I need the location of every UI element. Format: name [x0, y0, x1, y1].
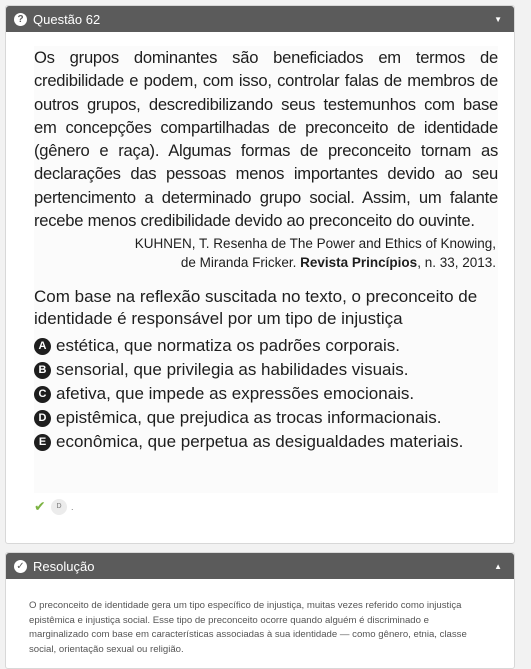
resolution-panel — [5, 552, 515, 669]
option-b — [34, 358, 498, 382]
citation-line-2 — [34, 253, 496, 272]
option-e — [34, 430, 498, 454]
answer-suffix: . — [71, 501, 74, 512]
resolution-title: Resolução — [33, 558, 95, 574]
check-circle-icon: ✓ — [14, 560, 27, 573]
option-letter: E — [34, 434, 51, 451]
citation-journal: Revista Princípios — [300, 255, 418, 271]
option-letter: A — [34, 338, 51, 355]
question-citation — [34, 234, 496, 272]
option-text: afetiva, que impede as expressões emocionais. — [56, 384, 415, 404]
check-icon: ✔ — [34, 498, 46, 514]
option-letter: B — [34, 362, 51, 379]
question-prompt: Com base na reflexão suscitada no texto, o preconceito de identidade é responsável por um tipo de injustiça — [34, 287, 478, 329]
option-text: econômica, que perpetua as desigualdades materiais. — [56, 432, 464, 452]
question-circle-icon: ? — [14, 13, 27, 26]
question-text: Os grupos dominantes são beneficiados em termos de credibilidade e podem, com isso, controlar falas de membros de outros grupos, descredibilizando seus testemunhos com base em concepções compartilhadas de preconceito de identidade (gênero e raça). Algumas formas de preconceito tornam as declarações das pessoas menos importantes devido ao seu pertencimento a determinado grupo social. Assim, um falante recebe menos credibilidade devido ao preconceito do ouvinte. — [34, 48, 498, 231]
options-list — [34, 334, 498, 454]
option-text: estética, que normatiza os padrões corporais. — [56, 336, 400, 356]
resolution-panel-header[interactable] — [6, 553, 514, 579]
chevron-up-icon[interactable]: ▲ — [494, 561, 502, 571]
citation-issue: , n. 33, 2013. — [417, 255, 496, 271]
option-a — [34, 334, 498, 358]
answer-badge: D — [51, 499, 67, 515]
question-image — [34, 46, 498, 493]
question-title: Questão 62 — [33, 11, 101, 27]
citation-line-1: KUHNEN, T. Resenha de The Power and Ethics of Knowing, — [134, 236, 496, 252]
option-letter: C — [34, 386, 51, 403]
citation-author: de Miranda Fricker. — [180, 255, 297, 271]
option-d — [34, 406, 498, 430]
resolution-text: O preconceito de identidade gera um tipo específico de injustiça, muitas vezes referido como injustiça epistêmica e injustiça social. Esse tipo de preconceito ocorre quando alguém é discriminado e marginalizado com base em características associadas à sua identidade — como gênero, etnia, classe social, orientação sexual ou religião. — [29, 600, 467, 655]
question-panel-header[interactable] — [6, 6, 514, 32]
option-letter: D — [34, 410, 51, 427]
answer-row — [34, 498, 74, 515]
option-text: sensorial, que privilegia as habilidades visuais. — [56, 360, 409, 380]
question-panel — [5, 5, 515, 544]
chevron-down-icon[interactable]: ▼ — [494, 14, 502, 24]
option-text: epistêmica, que prejudica as trocas informacionais. — [56, 408, 442, 428]
option-c — [34, 382, 498, 406]
